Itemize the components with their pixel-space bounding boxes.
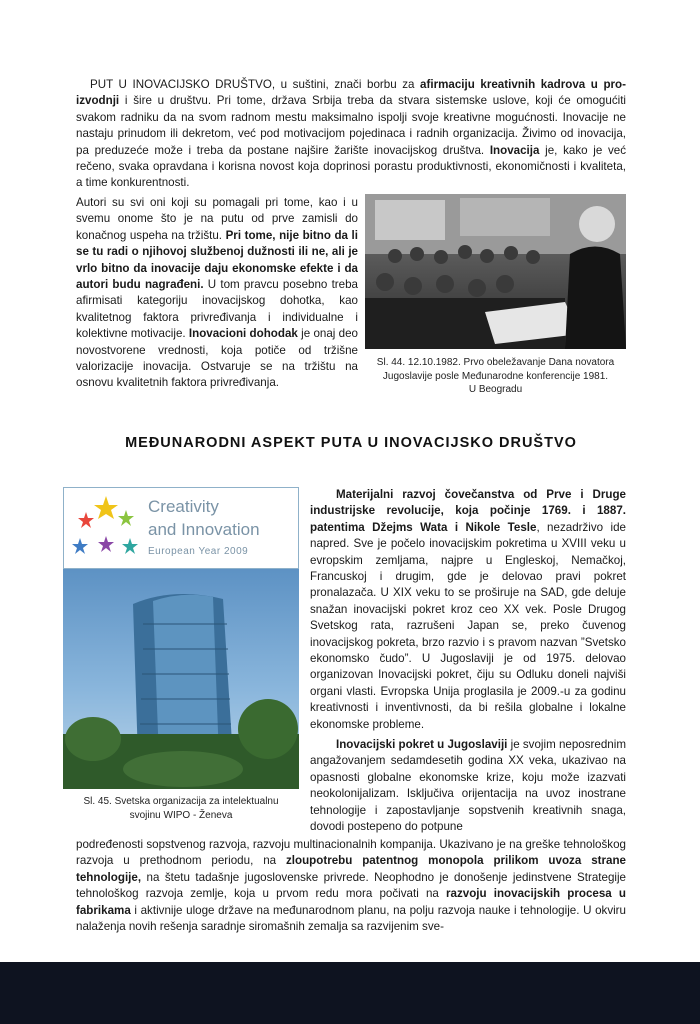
footer-band <box>0 962 700 1024</box>
authors-text-1: Autori su svi oni koji su pomagali pri tome, kao i u svemu onome što je na putu od prve zamisli do konačnog uspeha na tržištu. <box>76 196 358 242</box>
logo-title-line-1: Creativity <box>148 497 219 516</box>
creativity-innovation-logo <box>63 487 299 569</box>
technology-strategy-text-2: na štetu tadašnje jugoslovenske privrede. Neophodno je donošenje jedinstvene Strategije tehnološkog razvoja zemlje, koja u prvom redu mora počivati na <box>76 870 626 901</box>
yugoslavia-movement-bold: Inovacijski pokret u Jugoslaviji <box>336 738 508 751</box>
yugoslavia-movement-text: je svojim neposrednim angažovanjem sedamdesetih godina XX veka, ukazivao na opasnosti globalne ekonomske krize, koju može izazvati neokolonijalizam. Isključiva orijentacija na uvoz inostrane tehnologije i zapostavljanje sopstvenih kreativnih snaga, dovodi postepeno do potpune <box>310 738 626 834</box>
technology-strategy-text-3: i aktivnije uloge države na međunarodnom planu, na polju razvoja nauke i tehnologije. U okviru nalaženja novih rešenja saradnje siromašnih zemalja sa razvijenim sve- <box>76 903 626 934</box>
material-development-bold: Materijalni razvoj čovečanstva od Prve i Druge industrijske revolucije, koja počinje 1769. i 1887. patentima Džejms Wata i Nikole Tesle <box>310 488 626 534</box>
material-development-text: , nezadrživo ide napred. Sve je počelo inovacijskim pokretima u XVIII veku u evropskim zemljama, najpre u Engleskoj, Nemačkoj, Francuskoj i drugim, gde je delovao pravi pokret pronalazača. U XIX veku to se proširuje na SAD, gde deluje snažan inovacijski pokret kroz ceo XX vek. Posle Drugog Svetskog rata, razrušeni Japan se, preko čuvenog inovacijskog pokreta, brzo razvio i s pravom nazvan ”Svetsko ekonomsko čudo”. U Jugoslaviji je od 1975. delovao organizovan Inovacijski pokret, čiju su Odluku doneli najviši organi vlasti. Evropska Unija proglasila je 2009.-u za godinu kreativnosti i inventivnosti, da bi rešila globalne i lokalne ekonomske probleme. <box>310 520 627 731</box>
figure-44-caption-line-1: Sl. 44. 12.10.1982. Prvo obeležavanje Dana novatora <box>376 357 615 368</box>
wipo-building-photo <box>63 569 299 789</box>
figure-45-caption-line-2: svojinu WIPO - Ženeva <box>129 809 233 821</box>
figure-44-caption-line-2: Jugoslavije posle Međunarodne konferencije 1981. <box>382 370 609 382</box>
technology-strategy-bold-2: razvoju inovacijskih procesa u fabrikama <box>76 887 626 917</box>
technology-strategy-bold-1: zloupotrebu patentnog monopola prilikom uvoza strane tehnologije, <box>76 854 626 884</box>
logo-title-line-2: and Innovation <box>148 520 260 539</box>
conference-photo-drawing <box>365 194 626 349</box>
technology-strategy-text-1: podređenosti sopstvenog razvoja, razvoju multinacionalnih kompanija. Ukazivano je na greške tehnološkog razvoja u prethodnom periodu, na <box>76 838 626 868</box>
section-heading: MEĐUNARODNI ASPEKT PUTA U INOVACIJSKO DRUŠTVO <box>125 435 577 451</box>
yugoslavia-movement-paragraph <box>310 737 626 835</box>
wipo-building-drawing <box>63 569 299 789</box>
authors-bold-1: Pri tome, nije bitno da li se tu radi o njihovoj službenoj dužnosti ili ne, ali je vrlo bitno da inovacije daju ekonomske efekte i da autori budu nagrađeni. <box>76 228 358 292</box>
intro-text-2: i šire u društvu. Pri tome, država Srbija treba da stvara sistemske uslove, koji će omogućiti svakom radniku da na svom radnom mestu maksimalno ispolji svoje kreativne mogućnosti. Inovacije ne nastaju prinudom ili dekretom, već pod motivacijom pojedinaca i radnih organizacija. Živimo od inovacija, pa preduzeće može i treba da postane najšire žarište inovacijskog društva. <box>76 94 626 157</box>
intro-paragraph <box>76 77 626 192</box>
figure-45 <box>63 487 299 789</box>
logo-subtitle: European Year 2009 <box>148 546 249 557</box>
intro-bold-1: afirmaciju kreativnih kadrova u pro-izvodnji <box>76 78 626 108</box>
authors-bold-2: Inovacioni dohodak <box>188 327 298 341</box>
figure-44-caption-line-3: U Beogradu <box>468 384 523 396</box>
conference-photo <box>365 194 626 349</box>
material-development-paragraph <box>310 487 626 733</box>
authors-text-2: U tom pravcu posebno treba afirmisati kategoriju inovacijskog dohotka, kao kvalitetnog faktora privređivanja i individualne i kolektivne motivacije. <box>76 278 359 341</box>
intro-text-1: PUT U INOVACIJSKO DRUŠTVO, u suštini, znači borbu za <box>90 78 421 91</box>
figure-45-caption <box>63 795 299 822</box>
authors-paragraph <box>76 195 358 392</box>
figure-45-caption-line-1: Sl. 45. Svetska organizacija za intelektualnu <box>83 796 279 807</box>
technology-strategy-paragraph <box>76 837 626 935</box>
authors-text-3: je onaj deo novostvorene vrednosti, koja potiče od tržišne valorizacije inovacija. Ostvaruje se na tržištu na osnovu kvalitetnih faktora privređivanja. <box>76 327 358 390</box>
intro-text-3: je, kako je već rečeno, svaka opravdana i korisna novost koja doprinosi porastu produktivnosti, ekonomičnosti i kvaliteta, a time konkurentnosti. <box>76 143 627 190</box>
figure-44-caption <box>365 356 626 397</box>
intro-bold-2: Inovacija <box>489 143 540 157</box>
stars-icon <box>66 488 146 568</box>
